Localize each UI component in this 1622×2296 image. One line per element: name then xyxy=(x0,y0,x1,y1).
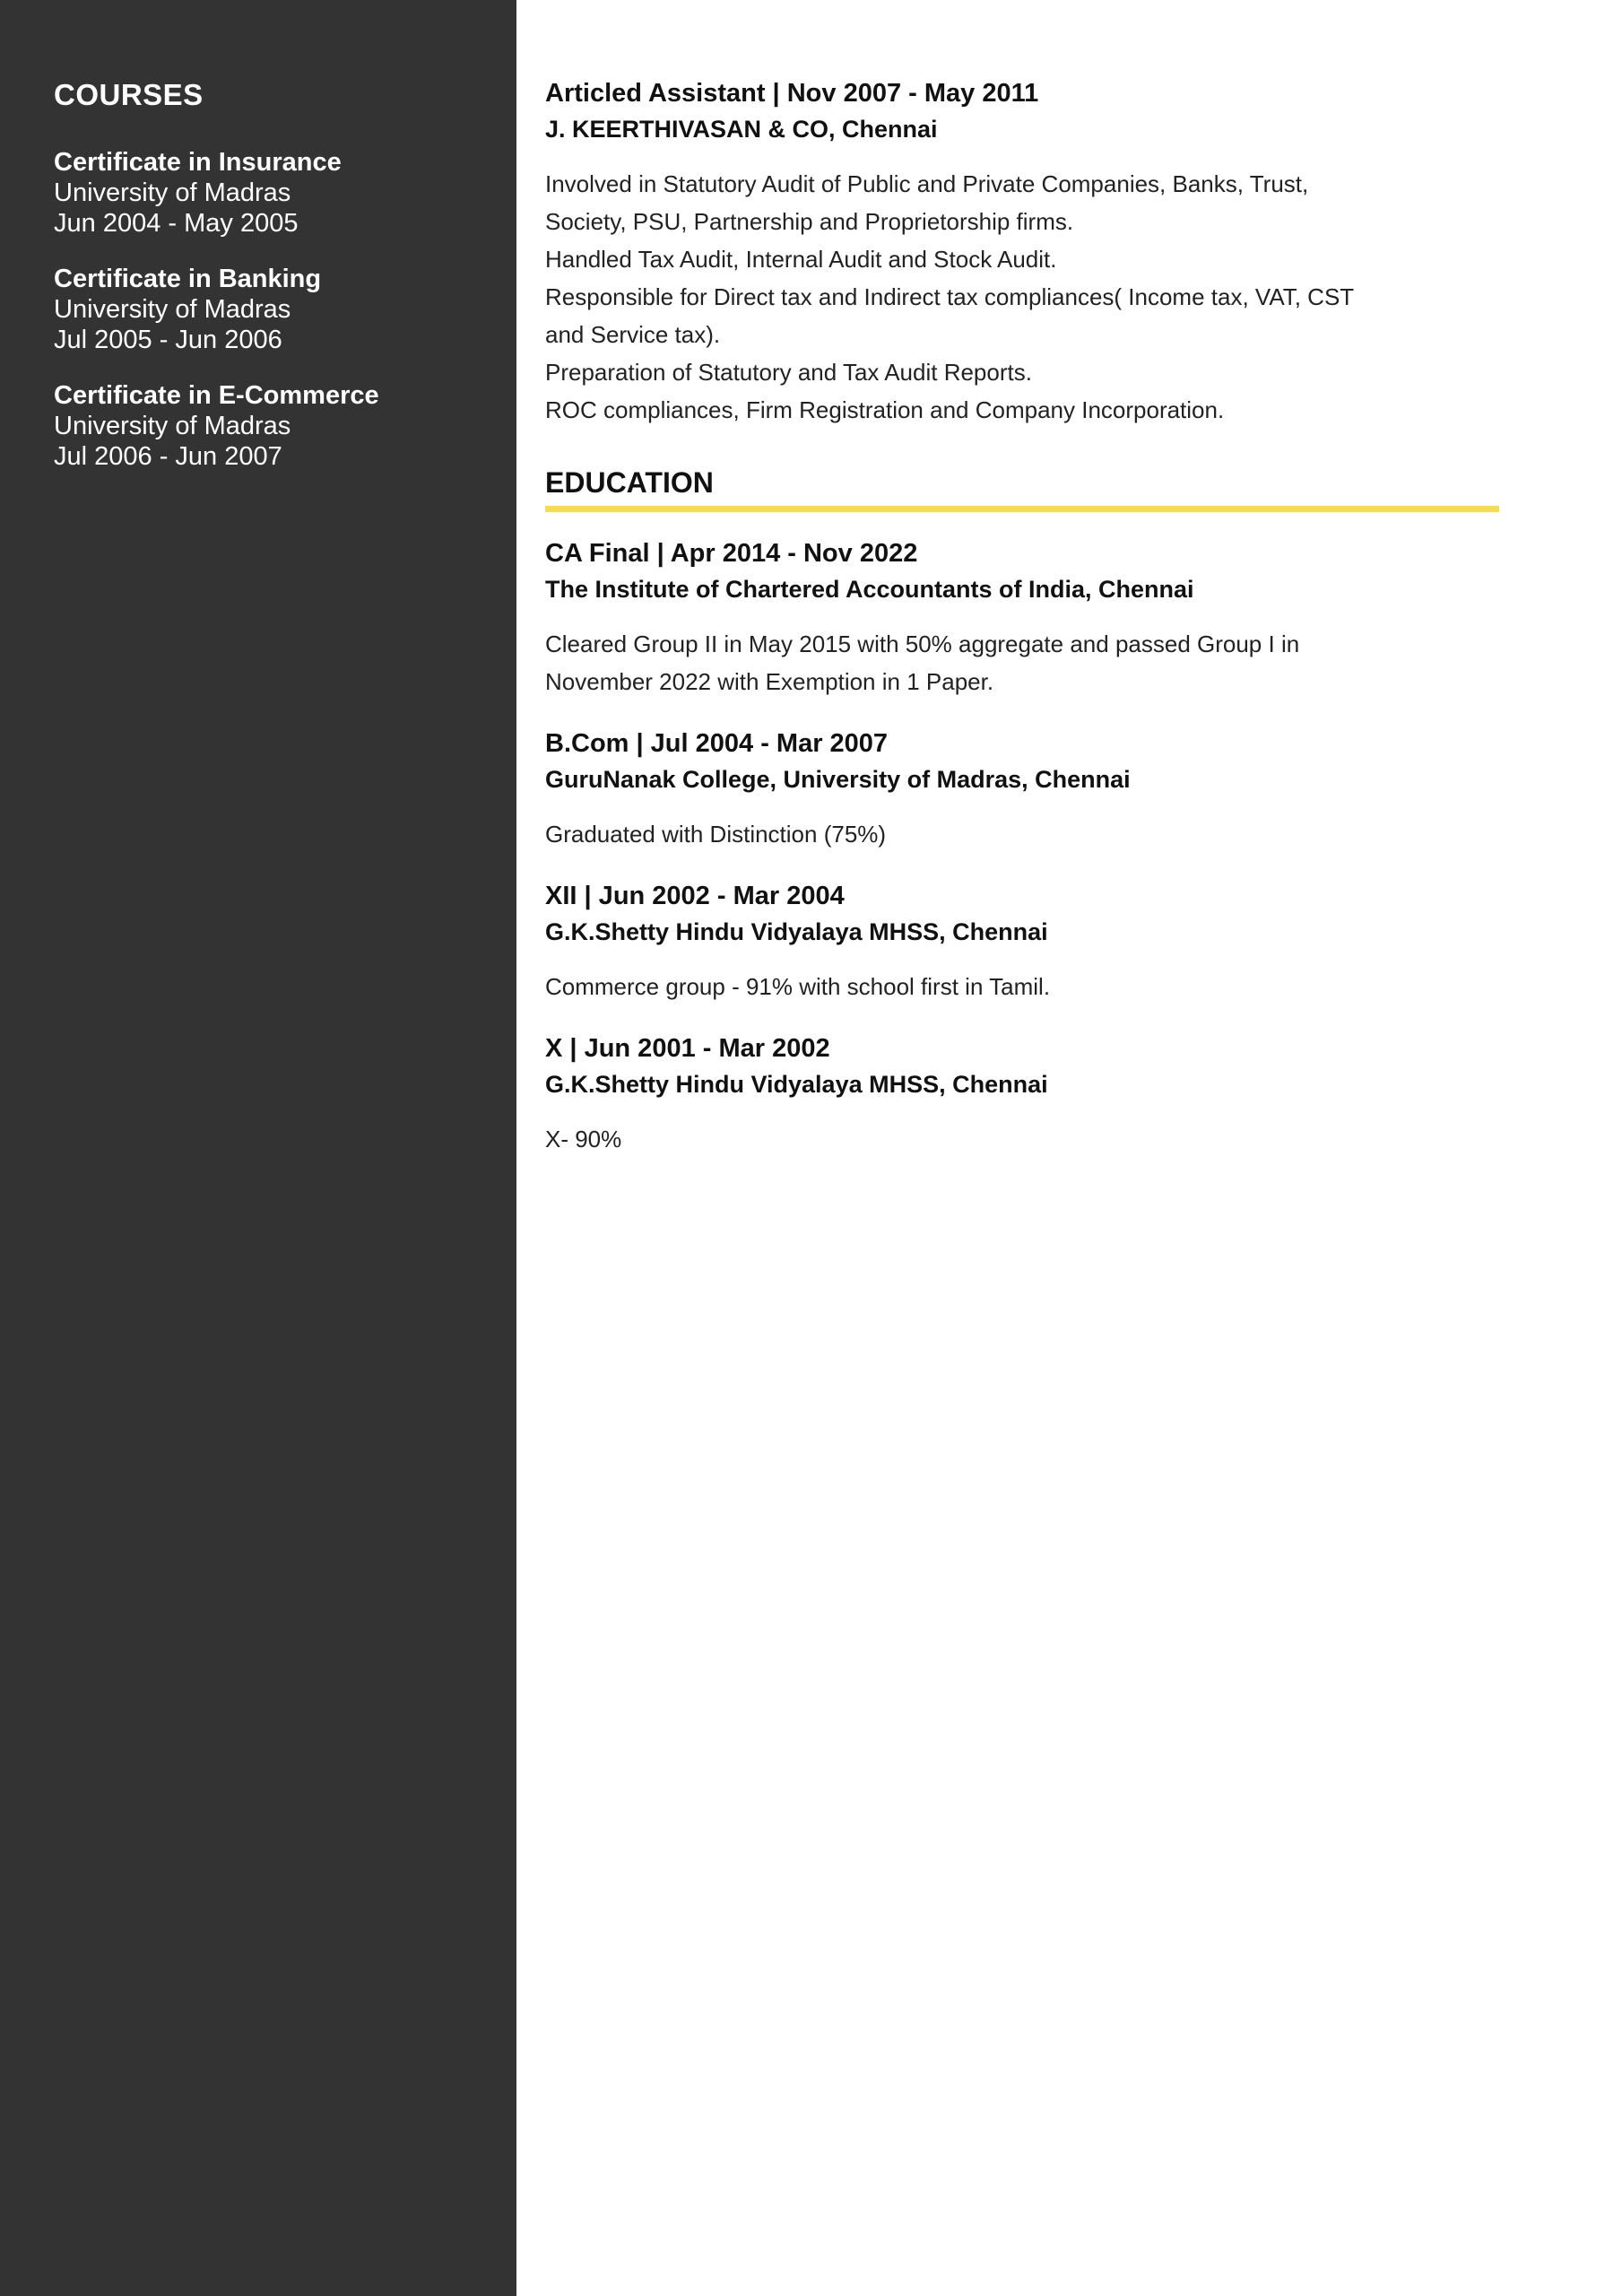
course-institution: University of Madras xyxy=(54,178,291,207)
education-title: XII | Jun 2002 - Mar 2004 xyxy=(545,882,845,910)
education-entry xyxy=(545,1031,1499,1158)
description-line: and Service tax). xyxy=(545,321,721,348)
education-org: G.K.Shetty Hindu Vidyalaya MHSS, Chennai xyxy=(545,1071,1048,1098)
course-institution: University of Madras xyxy=(54,412,291,440)
education-description xyxy=(545,815,1499,853)
courses-heading: COURSES xyxy=(54,78,204,111)
experience-title: Articled Assistant | Nov 2007 - May 2011 xyxy=(545,79,1039,108)
course-item xyxy=(54,380,484,472)
education-title: CA Final | Apr 2014 - Nov 2022 xyxy=(545,539,918,568)
description-line: Responsible for Direct tax and Indirect tax compliances( Income tax, VAT, CST xyxy=(545,283,1355,310)
description-line: X- 90% xyxy=(545,1126,622,1152)
course-item xyxy=(54,264,484,355)
course-item xyxy=(54,147,484,239)
course-dates: Jul 2005 - Jun 2006 xyxy=(54,326,282,354)
description-line: Handled Tax Audit, Internal Audit and Stock Audit. xyxy=(545,246,1057,273)
education-entry xyxy=(545,726,1499,853)
experience-org: J. KEERTHIVASAN & CO, Chennai xyxy=(545,116,938,143)
education-description xyxy=(545,625,1499,700)
courses-section xyxy=(54,77,484,497)
description-line: Commerce group - 91% with school first in Tamil. xyxy=(545,973,1051,1000)
description-line: Society, PSU, Partnership and Proprietorship firms. xyxy=(545,208,1074,235)
main-content xyxy=(545,75,1499,1183)
sidebar xyxy=(0,0,516,2296)
description-line: ROC compliances, Firm Registration and Company Incorporation. xyxy=(545,396,1225,423)
course-title: Certificate in E-Commerce xyxy=(54,381,379,410)
description-line: Involved in Statutory Audit of Public and Private Companies, Banks, Trust, xyxy=(545,170,1309,197)
experience-description xyxy=(545,165,1499,429)
education-heading: EDUCATION xyxy=(545,465,1499,512)
education-description xyxy=(545,1120,1499,1158)
course-title: Certificate in Banking xyxy=(54,265,322,293)
description-line: Graduated with Distinction (75%) xyxy=(545,821,887,848)
education-description xyxy=(545,968,1499,1005)
education-title: X | Jun 2001 - Mar 2002 xyxy=(545,1034,830,1063)
description-line: November 2022 with Exemption in 1 Paper. xyxy=(545,668,994,695)
course-dates: Jun 2004 - May 2005 xyxy=(54,209,299,238)
education-org: G.K.Shetty Hindu Vidyalaya MHSS, Chennai xyxy=(545,918,1048,945)
education-org: GuruNanak College, University of Madras, Chennai xyxy=(545,766,1131,793)
education-org: The Institute of Chartered Accountants of India, Chennai xyxy=(545,576,1194,603)
education-entry xyxy=(545,878,1499,1005)
description-line: Cleared Group II in May 2015 with 50% aggregate and passed Group I in xyxy=(545,631,1300,657)
course-title: Certificate in Insurance xyxy=(54,148,342,177)
education-entry xyxy=(545,535,1499,700)
experience-entry xyxy=(545,75,1499,429)
course-dates: Jul 2006 - Jun 2007 xyxy=(54,442,282,471)
education-title: B.Com | Jul 2004 - Mar 2007 xyxy=(545,729,889,758)
course-institution: University of Madras xyxy=(54,295,291,324)
description-line: Preparation of Statutory and Tax Audit Reports. xyxy=(545,359,1032,386)
